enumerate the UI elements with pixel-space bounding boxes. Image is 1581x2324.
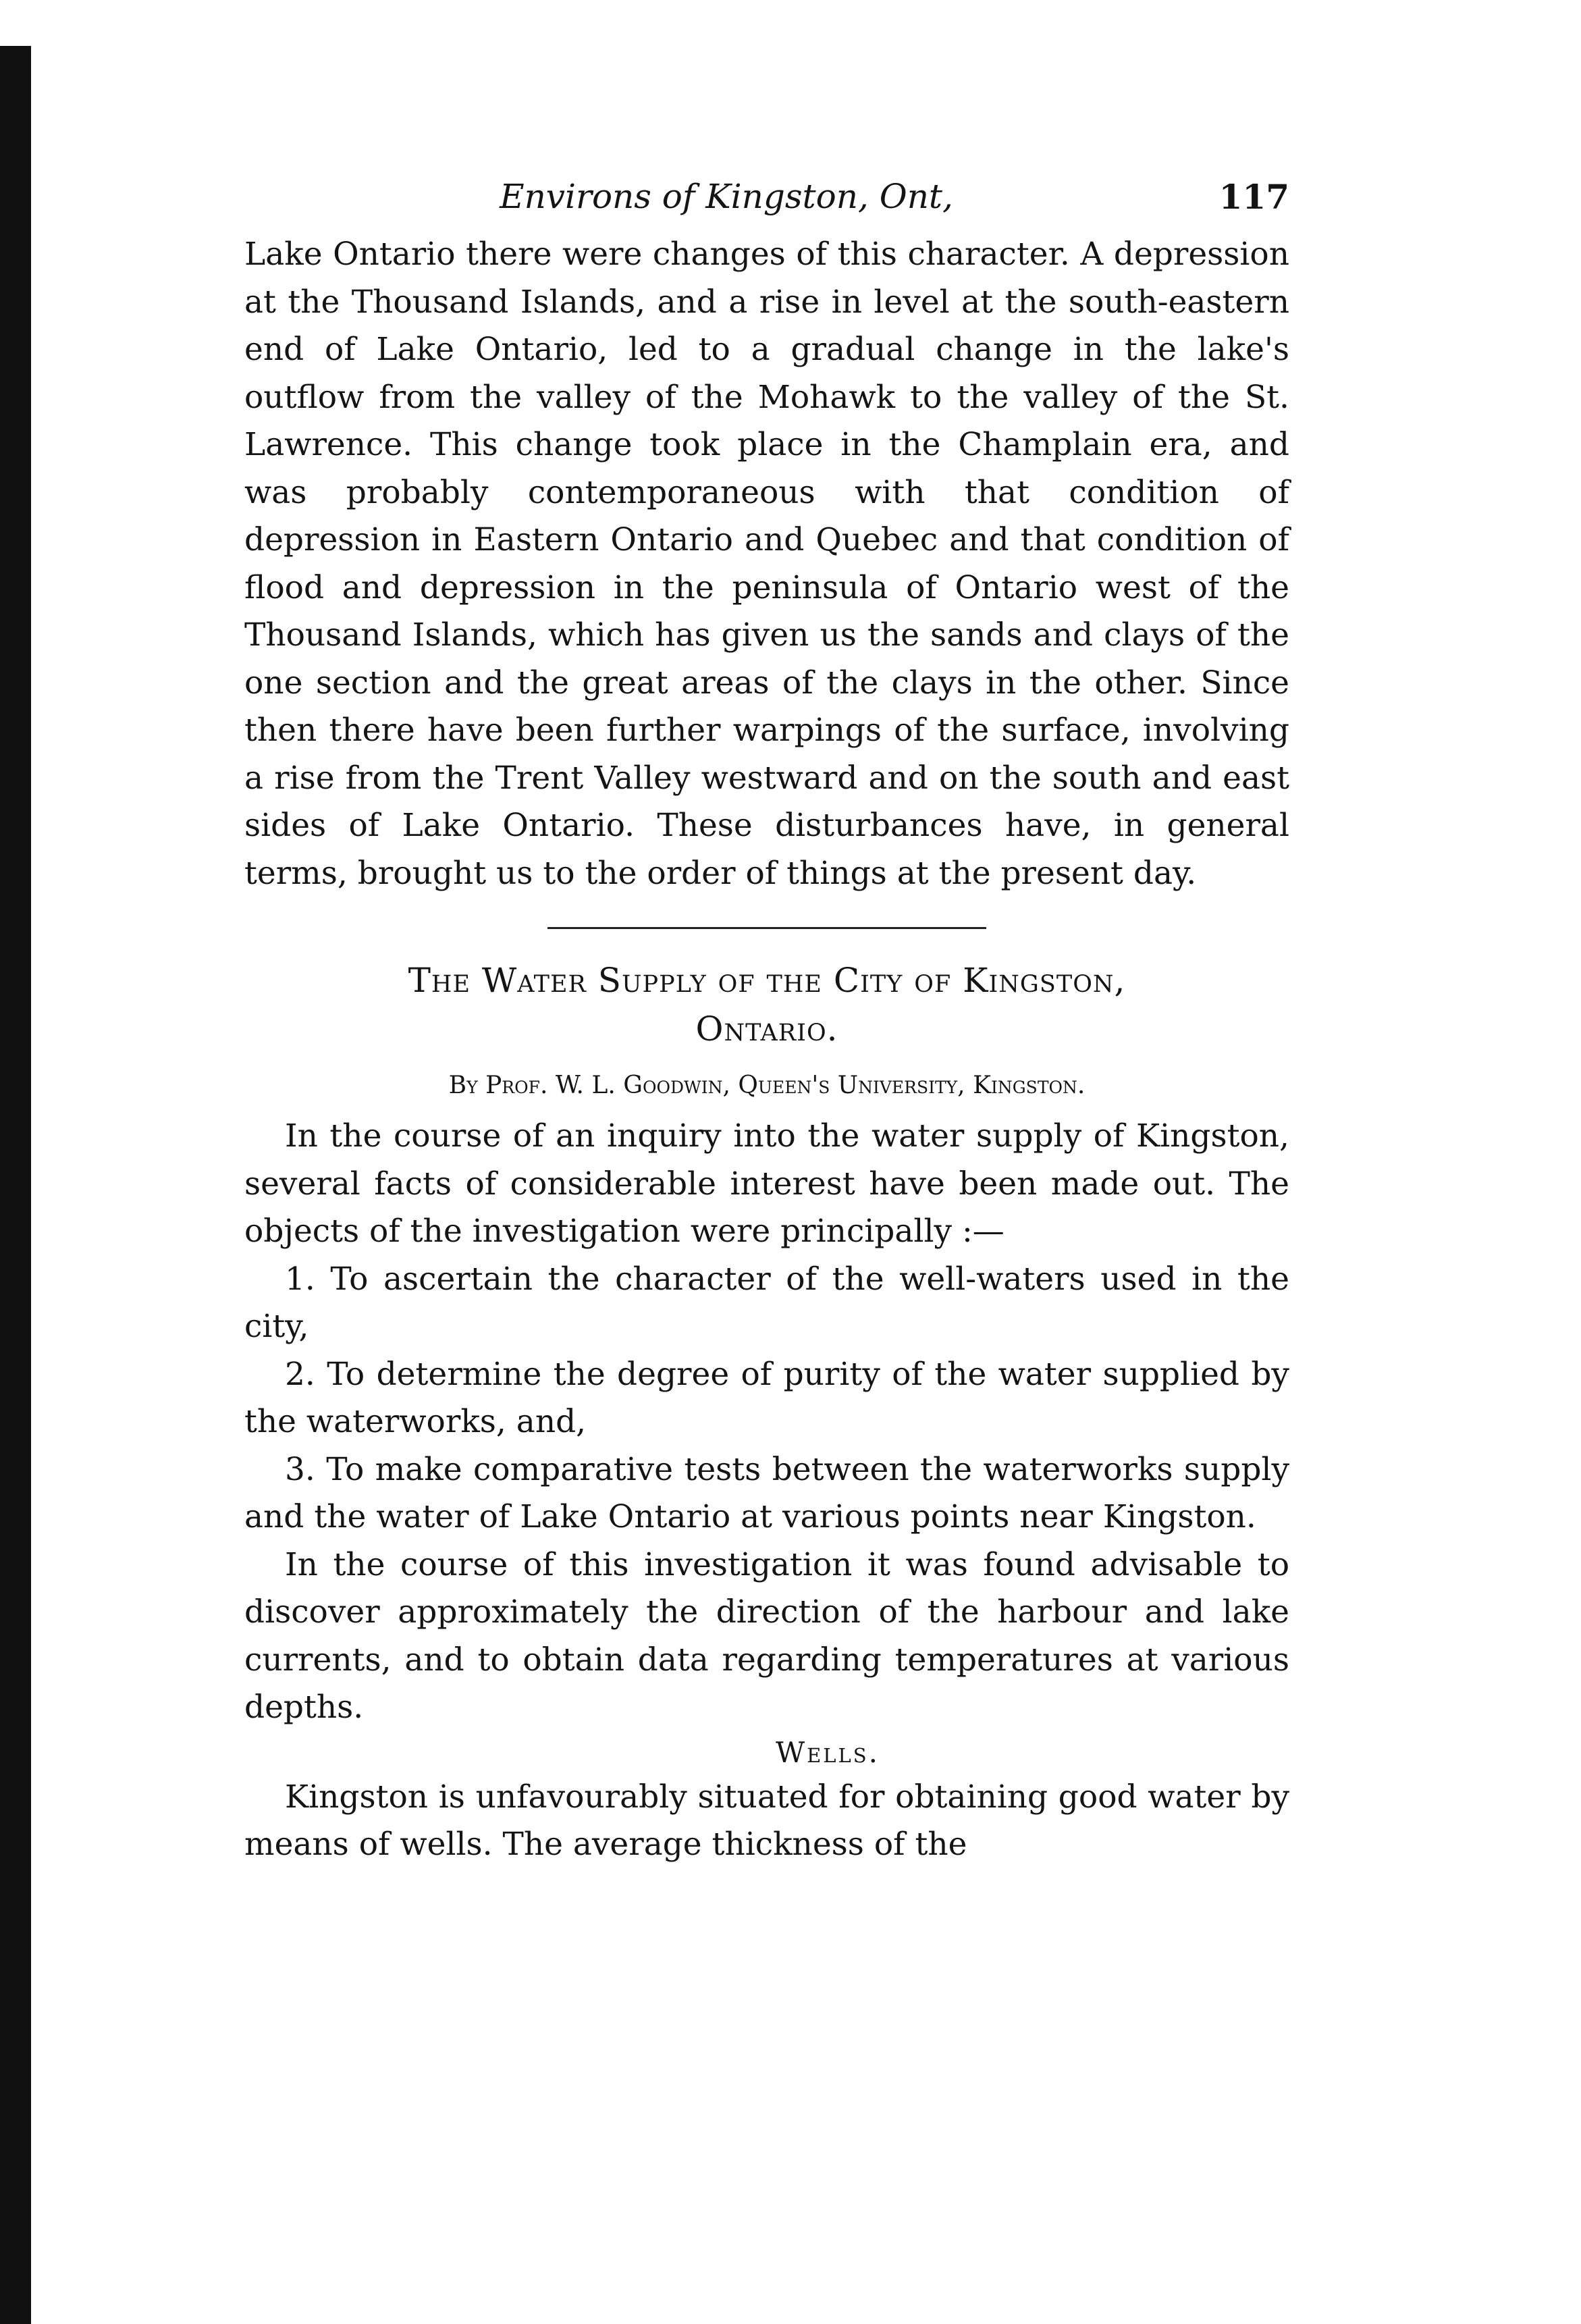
page-number: 117 [1218, 177, 1289, 217]
wells-paragraph: Kingston is unfavourably situated for obtaining good water by means of wells. The average thickness of the [244, 1778, 1289, 1863]
objective-item-3: 3. To make comparative tests between the waterworks supply and the water of Lake Ontario at various points near Kingston. [244, 1450, 1289, 1535]
article-title [244, 956, 1289, 1053]
section-divider [547, 927, 986, 929]
objective-item-1: 1. To ascertain the character of the well-waters used in the city, [244, 1260, 1289, 1345]
running-head [244, 177, 1289, 231]
book-page [244, 177, 1289, 1869]
intro-paragraph: In the course of an inquiry into the water supply of Kingston, several facts of considerable interest have been made out. The objects of the investigation were principally :— [244, 1117, 1289, 1250]
article-title-line-2: Ontario. [695, 1009, 838, 1049]
objective-item-2: 2. To determine the degree of purity of the water supplied by the waterworks, and, [244, 1355, 1289, 1440]
running-head-title: Environs of Kingston, Ont, [500, 177, 953, 216]
continued-paragraph: Lake Ontario there were changes of this character. A depression at the Thousand Islands, and a rise in level at the south-eastern end of Lake Ontario, led to a gradual change in the lake's outflow from the valley of the Mohawk to the valley of the St. Lawrence. This change took place in the Champlain era, and was probably contemporaneous with that condition of depression in Eastern Ontario and Quebec and that condition of flood and depression in the peninsula of Ontario west of the Thousand Islands, which has given us the sands and clays of the one section and the great areas of the clays in the other. Since then there have been further warpings of the surface, involving a rise from the Trent Valley westward and on the south and east sides of Lake Ontario. These disturbances have, in general terms, brought us to the order of things at the present day. [244, 236, 1289, 892]
scan-page-edge [0, 46, 31, 2324]
investigation-paragraph: In the course of this investigation it was found advisable to discover approximately the direction of the harbour and lake currents, and to obtain data regarding temperatures at various depths. [244, 1546, 1289, 1726]
article-byline: By Prof. W. L. Goodwin, Queen's University, Kingston. [448, 1072, 1086, 1099]
wells-heading: Wells. [775, 1735, 880, 1769]
article-title-line-1: The Water Supply of the City of Kingston, [408, 961, 1126, 1000]
